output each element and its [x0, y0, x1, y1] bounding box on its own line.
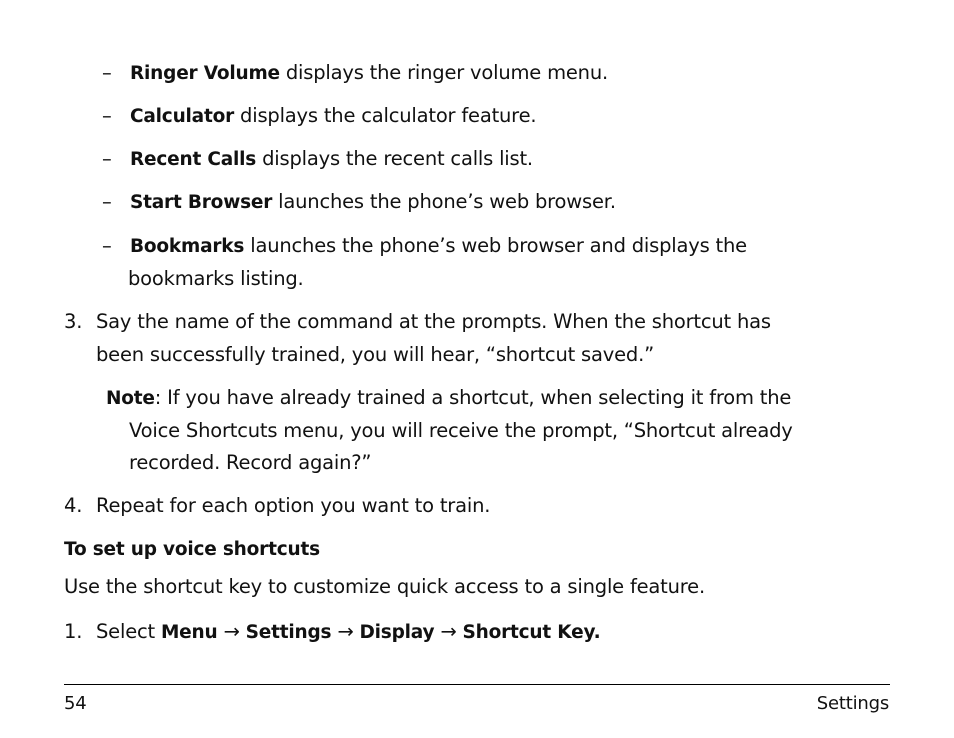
bullet-term: Recent Calls [130, 149, 257, 170]
bullet-term: Ringer Volume [130, 63, 280, 84]
menu-path-item: Settings [245, 622, 332, 643]
bullet-dash: – [102, 190, 112, 213]
step-number: 1. [64, 620, 83, 643]
bullet-term: Bookmarks [130, 236, 245, 257]
step-number: 3. [64, 310, 83, 333]
bullet-desc: displays the calculator feature. [234, 104, 537, 127]
note-line-3: recorded. Record again?” [129, 451, 372, 474]
bullet-start-browser [130, 190, 616, 215]
note-line-2: Voice Shortcuts menu, you will receive the prompt, “Shortcut already [129, 419, 793, 442]
page-number: 54 [64, 693, 87, 714]
step-1-menu-path [96, 620, 600, 645]
bullet-calculator [130, 104, 536, 129]
bullet-desc: launches the phone’s web browser and displays the [244, 234, 747, 257]
arrow-icon: → [337, 620, 354, 643]
bullet-dash: – [102, 104, 112, 127]
bullet-dash: – [102, 147, 112, 170]
menu-path-item: Display [359, 622, 435, 643]
step-1-prefix: Select [96, 620, 161, 643]
step-number: 4. [64, 494, 83, 517]
bullet-desc: displays the recent calls list. [256, 147, 533, 170]
bullet-ringer-volume [130, 61, 608, 86]
arrow-icon: → [223, 620, 240, 643]
bullet-term: Calculator [130, 106, 235, 127]
step-3-line-2: been successfully trained, you will hear, “shortcut saved.” [96, 343, 654, 366]
section-intro: Use the shortcut key to customize quick access to a single feature. [64, 575, 705, 598]
bullet-desc: launches the phone’s web browser. [272, 190, 616, 213]
note-label: Note [106, 388, 155, 409]
arrow-icon: → [440, 620, 457, 643]
bullet-dash: – [102, 61, 112, 84]
footer-section-name: Settings [816, 693, 889, 714]
step-4-text: Repeat for each option you want to train. [96, 494, 491, 517]
step-3-line-1: Say the name of the command at the prompts. When the shortcut has [96, 310, 771, 333]
section-heading: To set up voice shortcuts [64, 539, 320, 560]
bullet-bookmarks [130, 234, 747, 259]
note-line-1 [106, 386, 791, 411]
bullet-bookmarks-continued: bookmarks listing. [128, 267, 304, 290]
menu-path-item: Menu [160, 622, 218, 643]
menu-path-item: Shortcut Key. [462, 622, 601, 643]
bullet-dash: – [102, 234, 112, 257]
bullet-desc: displays the ringer volume menu. [279, 61, 609, 84]
bullet-term: Start Browser [130, 192, 273, 213]
footer-divider [64, 684, 890, 685]
note-text: : If you have already trained a shortcut, when selecting it from the [154, 386, 792, 409]
bullet-recent-calls [130, 147, 533, 172]
